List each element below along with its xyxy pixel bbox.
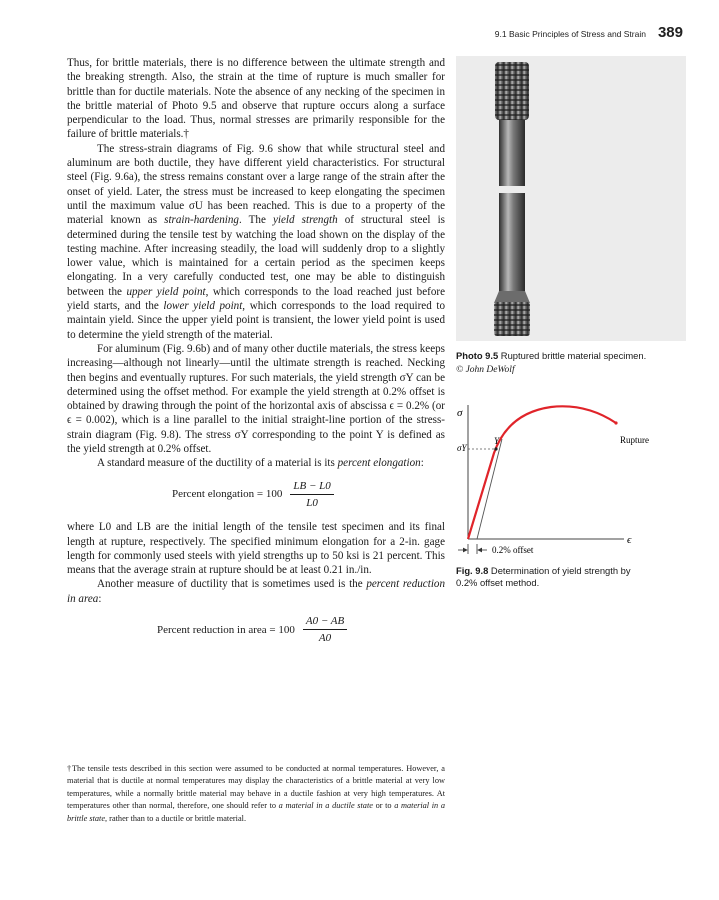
paragraph-ductility: A standard measure of the ductility of a material is its percent elongation: (97, 457, 424, 470)
equation-percent-elongation: Percent elongation = 100 $\frac{LB - L0}{L0}$ (172, 479, 445, 511)
yield-point (494, 447, 497, 450)
equation-percent-reduction: Percent reduction in area = 100 $\frac{A0 - AB}{A0}$ (157, 614, 445, 646)
photo-credit: © John DeWolf (456, 365, 515, 375)
offset-label: 0.2% offset (492, 545, 534, 555)
x-axis-label: ϵ (627, 534, 632, 546)
term-yield-strength: yield strength (273, 214, 338, 227)
term-upper-yield-point: upper yield point (126, 285, 206, 298)
main-text-column (67, 56, 445, 656)
term-strain-hardening: strain-hardening (164, 214, 239, 227)
footnote: †The tensile tests described in this section were assumed to be conducted at normal temperatures. However, a material that is ductile at normal temperatures may display the characteristics of a brittle material at very low temperatures, while a normally brittle material may behave in a ductile fashion at very high temperatures. At temperatures other than normal, therefore, one should refer to a material in a ductile state or to a material in a brittle state, rather than to a ductile or brittle material. (67, 764, 445, 823)
photo-caption: Photo 9.5 Ruptured brittle material specimen. © John DeWolf (456, 350, 647, 375)
term-percent-reduction: percent reduction in area (67, 578, 445, 605)
specimen-upper-piece (495, 62, 529, 186)
ruptured-specimen-image (456, 56, 686, 341)
stress-strain-path (468, 406, 616, 539)
offset-method-diagram (456, 401, 696, 561)
stress-strain-curve (456, 401, 696, 561)
fraction: $\frac{A0 - AB}{A0}$ (303, 614, 347, 646)
term-percent-elongation: percent elongation (337, 457, 421, 470)
sigma-y-label: σY (457, 443, 467, 453)
fraction: $\frac{LB - L0}{L0}$ (290, 479, 333, 511)
rupture-point (614, 421, 617, 424)
y-axis-label: σ (457, 407, 463, 419)
term-lower-yield-point: lower yield point (163, 300, 243, 313)
yield-point-label: Y (494, 436, 500, 446)
specimen-photo (456, 56, 686, 341)
paragraph-elongation-def: where L0 and LB are the initial length of the tensile test specimen and its final length at rupture, respectively. The specified minimum elongation for a 2-in. gage length for commonly used steels with yield strengths up to 50 ksi is 21 percent. This means that the average strain at rupture should be at least 0.21 in./in. (67, 521, 445, 577)
offset-line (477, 439, 502, 539)
page-number: 389 (657, 24, 683, 41)
specimen-lower-piece (494, 193, 530, 336)
running-header (495, 24, 683, 41)
paragraph-aluminum: For aluminum (Fig. 9.6b) and of many other ductile materials, the stress keeps increasing—although not linearly—until the ultimate strength is reached. Necking then begins and eventually ruptures. For such materials, the yield strength σY can be determined using the offset method. For example the yield strength at 0.2% offset is obtained by drawing through the point of the horizontal axis of abscissa ϵ = 0.2% (or ϵ = 0.002), which is a line parallel to the initial straight-line portion of the stress-strain diagram (Fig. 9.8). The stress σY corresponding to the point Y is defined as the yield strength at 0.2% offset. (67, 342, 445, 456)
paragraph-reduction: Another measure of ductility that is sometimes used is the percent reduction in area: (67, 578, 445, 605)
figure-caption: Fig. 9.8 Determination of yield strength by 0.2% offset method. (456, 565, 631, 588)
section-title: 9.1 Basic Principles of Stress and Strain (494, 29, 646, 39)
paragraph-yield: The stress-strain diagrams of Fig. 9.6 show that while structural steel and aluminum are both ductile, they have different yield characteristics. For structural steel (Fig. 9.6a), the stress remains constant over a large range of the strain after the onset of yield. Later, the stress must be increased to keep elongating the specimen until the maximum value σU has been reached. This is due to a property of the material known as strain-hardening. The yield strength of structural steel is determined during the tensile test by watching the load shown on the display of the testing machine. After increasing steadily, the load will suddenly drop to a slightly lower value, which is maintained for a certain period as the specimen keeps elongating. In a very carefully conducted test, one may be able to distinguish between the upper yield point, which corresponds to the load reached just before yield starts, and the lower yield point, which corresponds to the load required to maintain yield. Since the upper yield point is transient, the lower yield point is used to determine the yield strength of the material. (67, 142, 445, 341)
rupture-label: Rupture (620, 435, 649, 445)
paragraph-brittle: Thus, for brittle materials, there is no difference between the ultimate strength and the breaking strength. Also, the strain at the time of rupture is much smaller for brittle than for ductile materials. Note the absence of any necking of the specimen in the brittle material of Photo 9.5 and observe that rupture occurs along a surface perpendicular to the load. Thus, normal stresses are primarily responsible for the failure of brittle materials.† (67, 57, 445, 141)
